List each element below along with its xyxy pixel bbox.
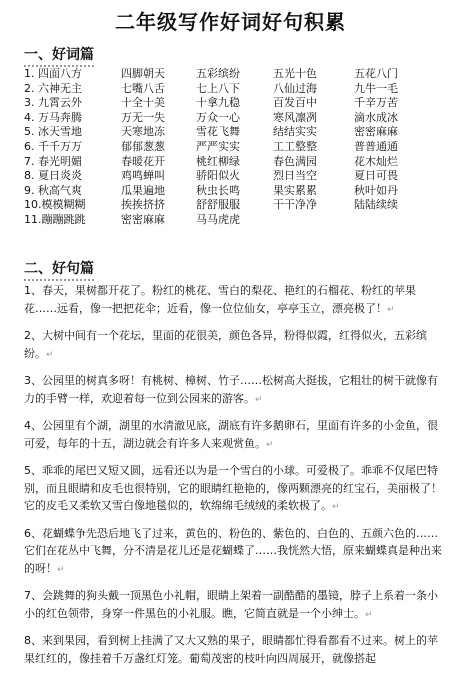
word-item: 陆陆续续	[354, 198, 398, 212]
word-row	[24, 111, 449, 126]
sentence-text: 4、公园里有个湖，湖里的水清澈见底，湖底有许多鹅卵石，里面有许多的小金鱼，很可爱，每年的十五，湖边就会有许多人来观赏鱼。	[24, 419, 438, 450]
word-item: 七嘴八舌	[121, 81, 165, 95]
word-item: 百发百中	[273, 96, 317, 110]
word-item: 11.蹦蹦跳跳	[24, 212, 86, 226]
sentence-text: 3、公园里的树真多呀！有桃树、樟树、竹子……松树高大挺拔，它粗壮的树干就像有力的手臂一样，欢迎着每一位到公园来的游客。	[24, 374, 438, 405]
word-item: 七上八下	[196, 81, 240, 95]
word-item: 滴水成冰	[354, 110, 398, 124]
sentence-paragraph	[24, 417, 442, 454]
word-item: 万众一心	[196, 110, 240, 124]
word-item: 7. 春光明媚	[24, 154, 82, 168]
word-item: 千辛万苦	[354, 96, 398, 110]
word-list	[24, 67, 449, 228]
word-row	[24, 198, 449, 213]
word-item: 春色满园	[273, 154, 317, 168]
word-item: 马马虎虎	[196, 212, 240, 226]
word-item: 结结实实	[273, 125, 317, 139]
word-item: 工工整整	[273, 139, 317, 153]
word-item: 秋虫长鸣	[196, 183, 240, 197]
word-item: 郁郁葱葱	[121, 139, 165, 153]
word-item: 春暖花开	[121, 154, 165, 168]
sentence-paragraph	[24, 282, 442, 319]
word-item: 8. 夏日炎炎	[24, 169, 82, 183]
section-heading-words-text: 一、好词篇	[24, 44, 94, 64]
word-item: 五光十色	[273, 67, 317, 80]
word-row	[24, 82, 449, 97]
word-item: 花木灿烂	[354, 154, 398, 168]
section-heading-sentences-text: 二、好句篇	[24, 258, 94, 278]
paragraph-mark-icon: ↵	[387, 304, 395, 315]
sentence-paragraph	[24, 632, 442, 667]
word-item: 九牛一毛	[354, 81, 398, 95]
word-row	[24, 213, 449, 228]
word-item: 五彩缤纷	[196, 67, 240, 80]
paragraph-mark-icon: ↵	[365, 609, 373, 620]
sentence-text: 1、春天，果树都开花了。粉红的桃花、雪白的梨花、艳红的石榴花、粉红的苹果花……远看，像一把把花伞；近看，像一位位仙女，亭亭玉立，漂亮极了！	[24, 284, 416, 315]
word-item: 3. 九霄云外	[24, 96, 82, 110]
word-item: 9. 秋高气爽	[24, 183, 82, 197]
word-item: 5. 冰天雪地	[24, 125, 82, 139]
word-row	[24, 96, 449, 111]
word-item: 密密麻麻	[354, 125, 398, 139]
sentence-paragraph	[24, 525, 442, 580]
word-row	[24, 169, 449, 184]
word-item: 雪花飞舞	[196, 125, 240, 139]
sentence-text: 7、会跳舞的狗头戴一顶黑色小礼帽，眼睛上架着一副酷酷的墨镜，脖子上系着一条小小的红色领带，身穿一件黑色的小礼服。瞧，它简直就是一个小绅士。	[24, 589, 438, 620]
sentence-paragraph	[24, 462, 442, 517]
word-item: 十拿九稳	[196, 96, 240, 110]
sentence-paragraph	[24, 327, 442, 364]
word-item: 2. 六神无主	[24, 81, 82, 95]
word-item: 4. 万马奔腾	[24, 110, 82, 124]
paragraph-mark-icon: ↵	[332, 502, 340, 512]
word-item: 寒风凛冽	[273, 110, 317, 124]
word-item: 干干净净	[273, 198, 317, 212]
document-title: 二年级写作好词好句积累	[115, 10, 346, 34]
word-row	[24, 184, 449, 199]
word-item: 鸡鸣蝉叫	[121, 169, 165, 183]
word-row	[24, 67, 449, 82]
word-item: 普普通通	[354, 139, 398, 153]
paragraph-mark-icon: ↵	[57, 564, 65, 575]
word-item: 骄阳似火	[196, 169, 240, 183]
word-item: 五花八门	[354, 67, 398, 80]
word-item: 桃红柳绿	[196, 154, 240, 168]
word-item: 四脚朝天	[121, 67, 165, 80]
sentence-paragraph	[24, 372, 442, 409]
word-item: 果实累累	[273, 183, 317, 197]
sentence-paragraph	[24, 587, 442, 624]
word-item: 十全十美	[121, 96, 165, 110]
word-item: 八仙过海	[273, 81, 317, 95]
word-item: 万无一失	[121, 110, 165, 124]
word-item: 挨挨挤挤	[121, 198, 165, 212]
word-item: 6. 千千万万	[24, 139, 82, 153]
word-item: 烈日当空	[273, 169, 317, 183]
paragraph-mark-icon: ↵	[266, 439, 274, 450]
sentence-text: 6、花蝴蝶争先恐后地飞了过来，黄色的、粉色的、紫色的、白色的、五颜六色的……它们在花丛中飞舞，分不清是花儿还是花蝴蝶了……我恍然大悟，原来蝴蝶真是种出来的呀！	[24, 526, 442, 575]
sentence-text: 5、乖乖的尾巴又短又圆，远看还以为是一个雪白的小球。可爱极了。乖乖不仅尾巴特别，而且眼睛和皮毛也很特别，它的眼睛红艳艳的，像两颗漂亮的红宝石，美丽极了！它的皮毛又柔软又雪白像地毯似的，软绵绵毛绒绒的柔软极了。	[24, 464, 442, 512]
word-row	[24, 155, 449, 170]
word-row	[24, 140, 449, 155]
sentence-list	[24, 282, 442, 675]
section-heading-words	[24, 44, 94, 64]
section-heading-sentences	[24, 258, 94, 278]
word-item: 夏日可畏	[354, 169, 398, 183]
word-item: 10.模模糊糊	[24, 198, 86, 212]
sentence-text: 2、大树中间有一个花坛，里面的花很美，颜色各异，粉得似霞，红得似火，五彩缤纷。	[24, 329, 427, 360]
word-item: 1. 四面八方	[24, 67, 82, 80]
word-item: 严严实实	[196, 139, 240, 153]
paragraph-mark-icon: ↵	[255, 394, 263, 405]
sentence-text: 8、来到果园，看到树上挂满了又大又熟的果子，眼睛都忙得看都看不过来。树上的苹果红红的，像挂着千万盏红灯笼。葡萄茂密的枝叶向四周展开，就像搭起	[24, 634, 438, 665]
word-item: 秋叶如丹	[354, 183, 398, 197]
paragraph-mark-icon: ↵	[46, 349, 54, 360]
word-item: 密密麻麻	[121, 212, 165, 226]
word-row	[24, 125, 449, 140]
word-item: 舒舒服服	[196, 198, 240, 212]
word-item: 瓜果遍地	[121, 183, 165, 197]
word-item: 天寒地冻	[121, 125, 165, 139]
